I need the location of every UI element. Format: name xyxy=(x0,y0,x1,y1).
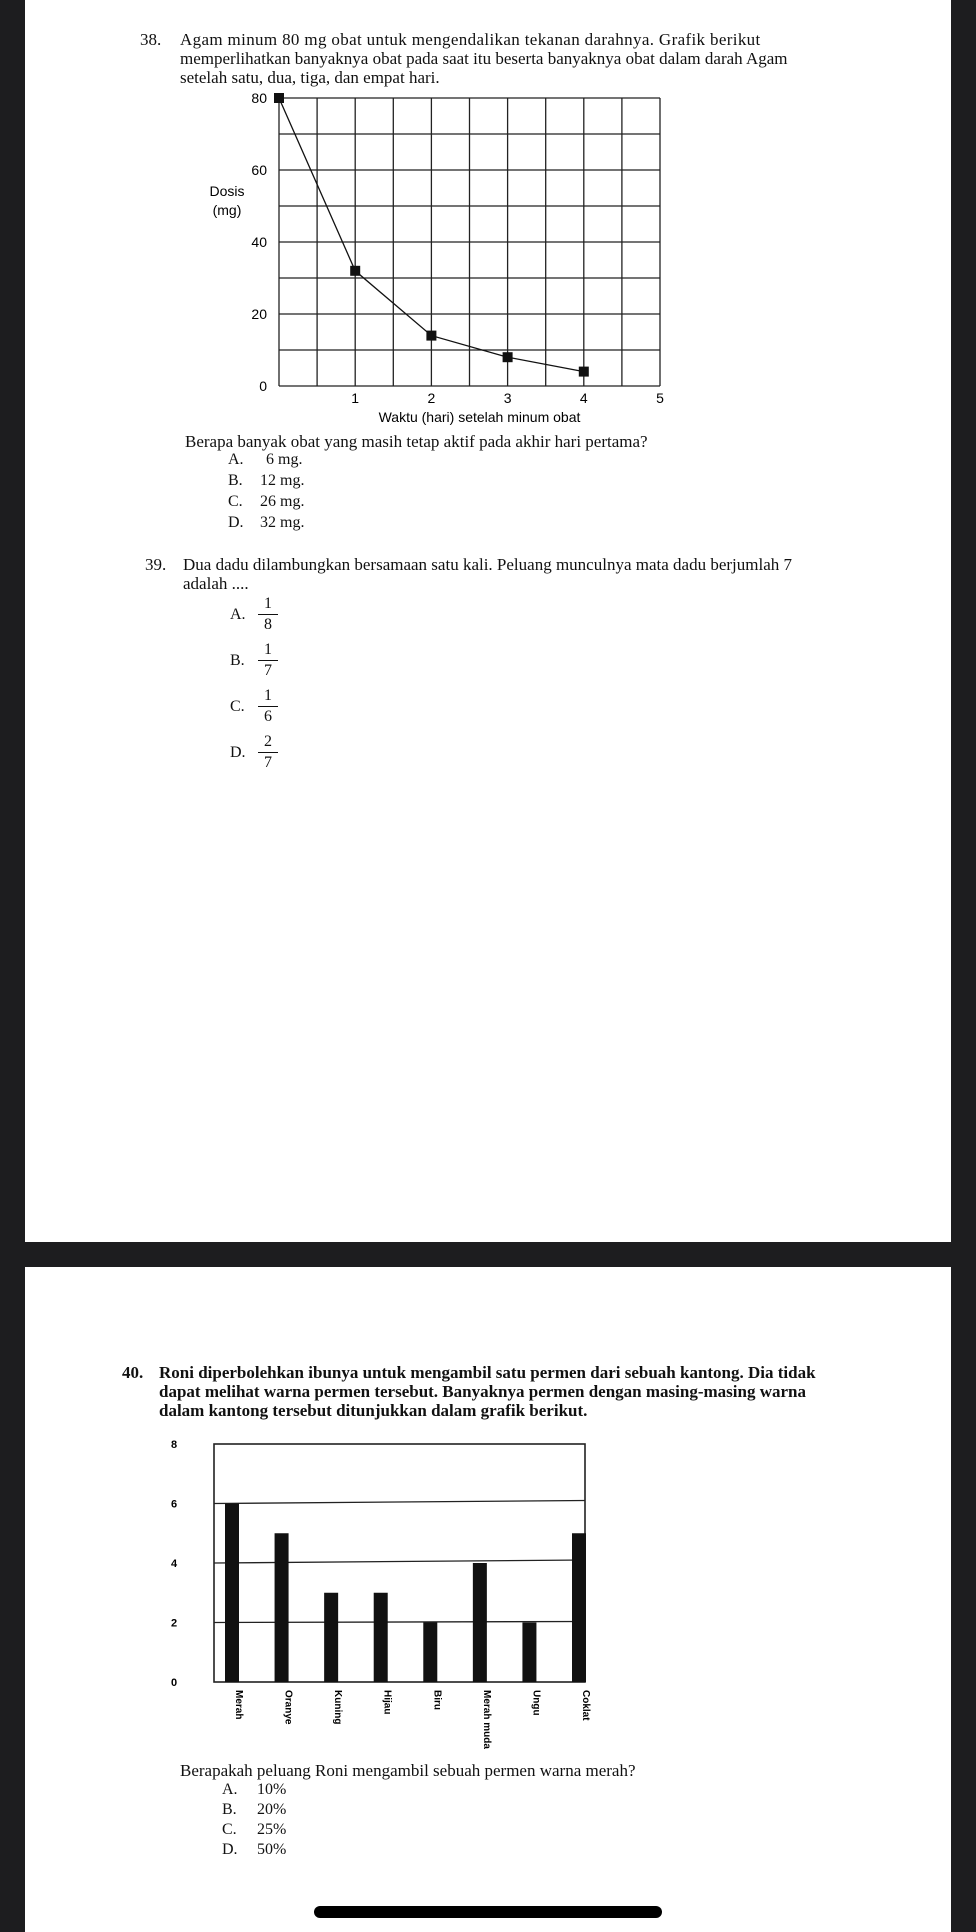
grid-line xyxy=(214,1560,585,1563)
text-line: Dua dadu dilambungkan bersamaan satu kali. Peluang munculnya mata dadu berjumlah 7 xyxy=(183,555,792,574)
bar xyxy=(522,1623,536,1683)
text-line: Roni diperbolehkan ibunya untuk mengambil satu permen dari sebuah kantong. Dia tidak xyxy=(159,1363,816,1382)
x-tick-label: Merah muda xyxy=(480,1690,492,1749)
x-axis-label: Waktu (hari) setelah minum obat xyxy=(378,409,581,425)
bar xyxy=(275,1533,289,1682)
option-text: 10% xyxy=(257,1781,287,1798)
grid-line xyxy=(214,1622,585,1623)
option-letter: B. xyxy=(230,652,245,669)
y-tick-label: 2 xyxy=(170,1617,178,1630)
y-tick-label: 8 xyxy=(170,1439,178,1451)
candy-bar-chart xyxy=(155,1430,605,1770)
option-letter: D. xyxy=(222,1841,238,1858)
grid-line xyxy=(214,1501,585,1504)
question-text xyxy=(183,555,863,593)
x-tick-label: Merah xyxy=(233,1690,244,1720)
text-line: Agam minum 80 mg obat untuk mengendalikan tekanan darahnya. Grafik berikut xyxy=(180,30,761,49)
x-tick-label: Hijau xyxy=(381,1690,393,1715)
y-tick-label: 80 xyxy=(251,90,267,106)
bar xyxy=(423,1623,437,1683)
option-text: 32 mg. xyxy=(260,514,305,531)
denominator: 6 xyxy=(264,708,272,725)
fraction xyxy=(258,732,278,773)
text-line: dalam kantong tersebut ditunjukkan dalam grafik berikut. xyxy=(159,1401,588,1420)
denominator: 7 xyxy=(264,754,272,771)
text-line: adalah .... xyxy=(183,574,249,593)
data-point xyxy=(579,367,589,377)
option-text: 50% xyxy=(257,1841,287,1858)
question-39 xyxy=(145,555,885,595)
option-letter: A. xyxy=(228,451,244,468)
numerator: 1 xyxy=(258,640,278,661)
data-point xyxy=(426,331,436,341)
option-text: 26 mg. xyxy=(260,493,305,510)
fraction xyxy=(258,640,278,681)
fraction xyxy=(258,594,278,635)
option-letter: C. xyxy=(230,698,245,715)
bar xyxy=(225,1504,239,1683)
question-40 xyxy=(122,1363,902,1423)
x-tick-label: 4 xyxy=(579,390,588,406)
option-letter: C. xyxy=(228,493,243,510)
bar xyxy=(324,1593,338,1682)
numerator: 1 xyxy=(258,686,278,707)
y-tick-label: 20 xyxy=(251,306,267,322)
question-number: 40. xyxy=(122,1363,144,1382)
x-tick-label: Biru xyxy=(431,1690,443,1710)
question-40-prompt: Berapakah peluang Roni mengambil sebuah permen warna merah? xyxy=(180,1761,636,1780)
option-letter: B. xyxy=(228,472,243,489)
option-text: 12 mg. xyxy=(260,472,305,489)
x-tick-label: 1 xyxy=(351,390,360,406)
x-tick-label: Kuning xyxy=(332,1690,344,1725)
y-tick-label: 0 xyxy=(259,378,267,394)
text-line: dapat melihat warna permen tersebut. Banyaknya permen dengan masing-masing warna xyxy=(159,1382,806,1401)
option-letter: C. xyxy=(222,1821,237,1838)
x-tick-label: 5 xyxy=(656,390,664,406)
y-tick-label: 0 xyxy=(170,1677,178,1689)
denominator: 8 xyxy=(264,616,272,633)
x-tick-label: 2 xyxy=(427,390,436,406)
bar xyxy=(374,1593,388,1682)
option-text: 6 mg. xyxy=(266,451,303,468)
bar xyxy=(572,1533,586,1682)
question-number: 39. xyxy=(145,555,167,574)
option-letter: D. xyxy=(230,744,246,761)
bar xyxy=(473,1563,487,1682)
denominator: 7 xyxy=(264,662,272,679)
numerator: 2 xyxy=(258,732,278,753)
x-tick-label: Coklat xyxy=(580,1690,591,1721)
y-axis-label-unit: (mg) xyxy=(212,202,242,218)
y-axis-label: Dosis xyxy=(209,183,245,199)
fraction xyxy=(258,686,278,727)
y-tick-label: 60 xyxy=(251,162,267,178)
y-tick-label: 40 xyxy=(251,234,267,250)
option-letter: B. xyxy=(222,1801,237,1818)
option-letter: D. xyxy=(228,514,244,531)
dose-line-chart xyxy=(175,88,695,428)
question-text xyxy=(180,30,860,87)
question-38 xyxy=(140,30,860,90)
data-point xyxy=(274,93,284,103)
option-letter: A. xyxy=(222,1781,238,1798)
x-tick-label: Ungu xyxy=(530,1690,542,1716)
data-point xyxy=(503,352,513,362)
y-tick-label: 4 xyxy=(170,1558,178,1570)
numerator: 1 xyxy=(258,594,278,615)
question-number: 38. xyxy=(140,30,162,49)
question-38-prompt: Berapa banyak obat yang masih tetap aktif pada akhir hari pertama? xyxy=(185,432,648,451)
question-text xyxy=(159,1363,839,1420)
page-1 xyxy=(25,0,951,1242)
x-tick-label: Oranye xyxy=(282,1690,294,1725)
x-tick-label: 3 xyxy=(503,390,512,406)
data-point xyxy=(350,266,360,276)
option-text: 25% xyxy=(257,1821,287,1838)
home-indicator[interactable] xyxy=(314,1906,662,1918)
y-tick-label: 6 xyxy=(170,1498,178,1511)
option-text: 20% xyxy=(257,1801,287,1818)
text-line: memperlihatkan banyaknya obat pada saat itu beserta banyaknya obat dalam darah Agam xyxy=(180,49,788,68)
text-line: setelah satu, dua, tiga, dan empat hari. xyxy=(180,68,440,87)
option-letter: A. xyxy=(230,606,246,623)
page-2 xyxy=(25,1267,951,1932)
